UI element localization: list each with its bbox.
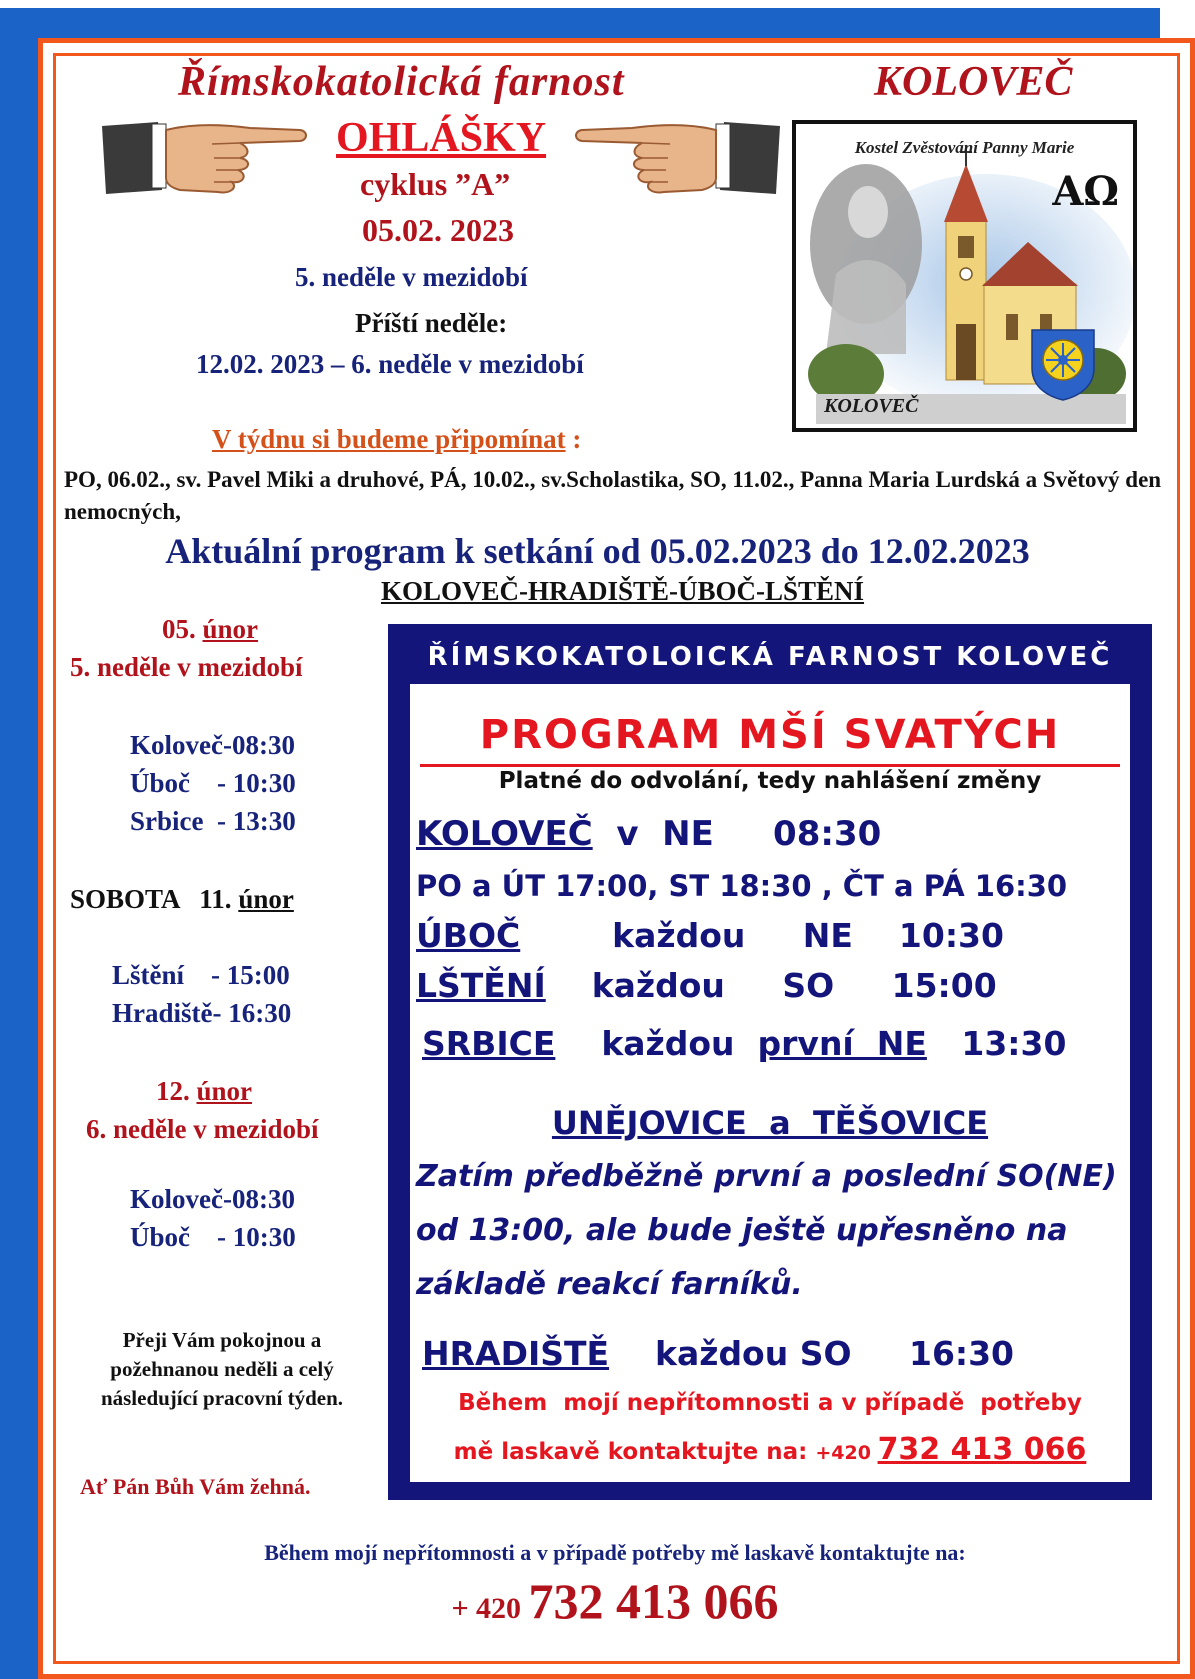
- panel-phone[interactable]: 732 413 066: [877, 1432, 1087, 1467]
- footer-phone-prefix: + 420: [451, 1592, 529, 1625]
- srbice-mid: každou: [555, 1024, 758, 1063]
- wish-line-1: Přeji Vám pokojnou a: [122, 1328, 322, 1352]
- weekday-line: PO a ÚT 17:00, ST 18:30 , ČT a PÁ 16:30: [416, 869, 1068, 903]
- hradiste-place: HRADIŠTĚ: [422, 1334, 610, 1373]
- next-sunday-label: Příští neděle:: [355, 308, 508, 338]
- day3-day: 12.: [156, 1076, 197, 1106]
- panel-contact-label: mě laskavě kontaktujte na:: [453, 1439, 816, 1465]
- wish-text: [72, 1326, 372, 1413]
- lsteni-place: LŠTĚNÍ: [416, 966, 546, 1005]
- pointing-hand-right-icon: [100, 118, 310, 200]
- srbice-line: [422, 1024, 1066, 1063]
- program-heading: Aktuální program k setkání od 05.02.2023 do 12.02.2023: [165, 531, 1030, 571]
- footer-contact-note: Během mojí nepřítomnosti a v případě potřeby mě laskavě kontaktujte na:: [264, 1540, 966, 1565]
- day2-month: únor: [238, 884, 294, 914]
- day3-sunday: 6. neděle v mezidobí: [86, 1114, 319, 1144]
- page-title: OHLÁŠKY: [336, 115, 547, 161]
- unejovice-text: Zatím předběžně první a poslední SO(NE) od 13:00, ale bude ještě upřesněno na základě reakcí farníků.: [416, 1159, 1117, 1302]
- footer-phone-line: [0, 1572, 1195, 1630]
- day1-date: [162, 614, 258, 645]
- church-image-title: Kostel Zvěstování Panny Marie: [854, 138, 1075, 157]
- church-image-town: KOLOVEČ: [824, 395, 919, 417]
- panel-contact: [410, 1432, 1130, 1467]
- unejovice-title: UNĚJOVICE a TĚŠOVICE: [551, 1104, 989, 1142]
- day1-mass-2: Úboč - 10:30: [130, 768, 296, 798]
- week-label-text: V týdnu si budeme připomínat: [212, 424, 566, 454]
- pointing-hand-left-icon: [572, 118, 782, 200]
- uboc-time: každou NE 10:30: [520, 916, 1004, 955]
- hradiste-line: [422, 1334, 1014, 1373]
- srbice-place: SRBICE: [422, 1024, 556, 1063]
- panel-validity: Platné do odvolání, tedy nahlášení změny: [498, 768, 1042, 794]
- day2-date: [70, 884, 294, 915]
- panel-body: [410, 684, 1130, 1482]
- date-label: 05.02. 2023: [362, 212, 514, 248]
- day2-mass-2: Hradiště- 16:30: [112, 998, 292, 1028]
- panel-phone-prefix: +420: [815, 1442, 878, 1464]
- unejovice-heading: [410, 1104, 1130, 1142]
- wish-line-2: požehnanou neděli a celý: [110, 1357, 334, 1381]
- day1-day: 05.: [162, 614, 203, 644]
- week-feasts: PO, 06.02., sv. Pavel Miki a druhové, PÁ, 10.02., sv.Scholastika, SO, 11.02., Panna Maria Lurdská a Světový den nemocných,: [64, 467, 1162, 524]
- alpha-omega-icon: AΩ: [1052, 168, 1119, 215]
- day3-date: [156, 1076, 252, 1107]
- hradiste-time: každou SO 16:30: [609, 1334, 1015, 1373]
- mass-program-panel: [388, 624, 1152, 1500]
- sunday-label: 5. neděle v mezidobí: [295, 262, 528, 292]
- uboc-place: ÚBOČ: [416, 916, 521, 955]
- day1-mass-3: Srbice - 13:30: [130, 806, 296, 836]
- lsteni-time: každou SO 15:00: [545, 966, 997, 1005]
- town-title: KOLOVEČ: [874, 59, 1073, 105]
- week-label: [212, 424, 581, 455]
- parish-title: Římskokatolická farnost: [178, 59, 625, 105]
- week-label-colon: :: [565, 424, 582, 454]
- day3-month: únor: [196, 1076, 253, 1106]
- day2-day: SOBOTA 11.: [70, 884, 239, 914]
- kolovec-line: [416, 814, 881, 854]
- church-image: [792, 120, 1137, 432]
- wish-line-3: následující pracovní týden.: [100, 1386, 344, 1410]
- srbice-time: 13:30: [926, 1024, 1067, 1063]
- day2-mass-1: Lštění - 15:00: [112, 960, 290, 990]
- day3-mass-2: Úboč - 10:30: [130, 1222, 296, 1252]
- day1-mass-1: Koloveč-08:30: [130, 730, 295, 760]
- blessing-text: Ať Pán Bůh Vám žehná.: [80, 1474, 311, 1499]
- lsteni-line: [416, 966, 997, 1005]
- cycle-label: cyklus ”A”: [360, 166, 511, 202]
- panel-title-underline: [420, 764, 1120, 767]
- srbice-first: první NE: [757, 1024, 927, 1063]
- day1-sunday: 5. neděle v mezidobí: [70, 652, 303, 682]
- panel-absence-note: Během mojí nepřítomnosti a v případě potřeby: [458, 1390, 1082, 1416]
- panel-title: PROGRAM MŠÍ SVATÝCH: [479, 712, 1061, 758]
- panel-header: ŘÍMSKOKATOLOICKÁ FARNOST KOLOVEČ: [427, 642, 1113, 672]
- day1-month: únor: [202, 614, 259, 644]
- kolovec-time: v NE 08:30: [592, 814, 882, 854]
- footer-phone[interactable]: 732 413 066: [528, 1573, 779, 1629]
- program-places: KOLOVEČ-HRADIŠTĚ-ÚBOČ-LŠTĚNÍ: [380, 576, 865, 606]
- uboc-line: [416, 916, 1004, 955]
- kolovec-place: KOLOVEČ: [416, 814, 593, 854]
- day3-mass-1: Koloveč-08:30: [130, 1184, 295, 1214]
- next-sunday-date: 12.02. 2023 – 6. neděle v mezidobí: [196, 349, 584, 379]
